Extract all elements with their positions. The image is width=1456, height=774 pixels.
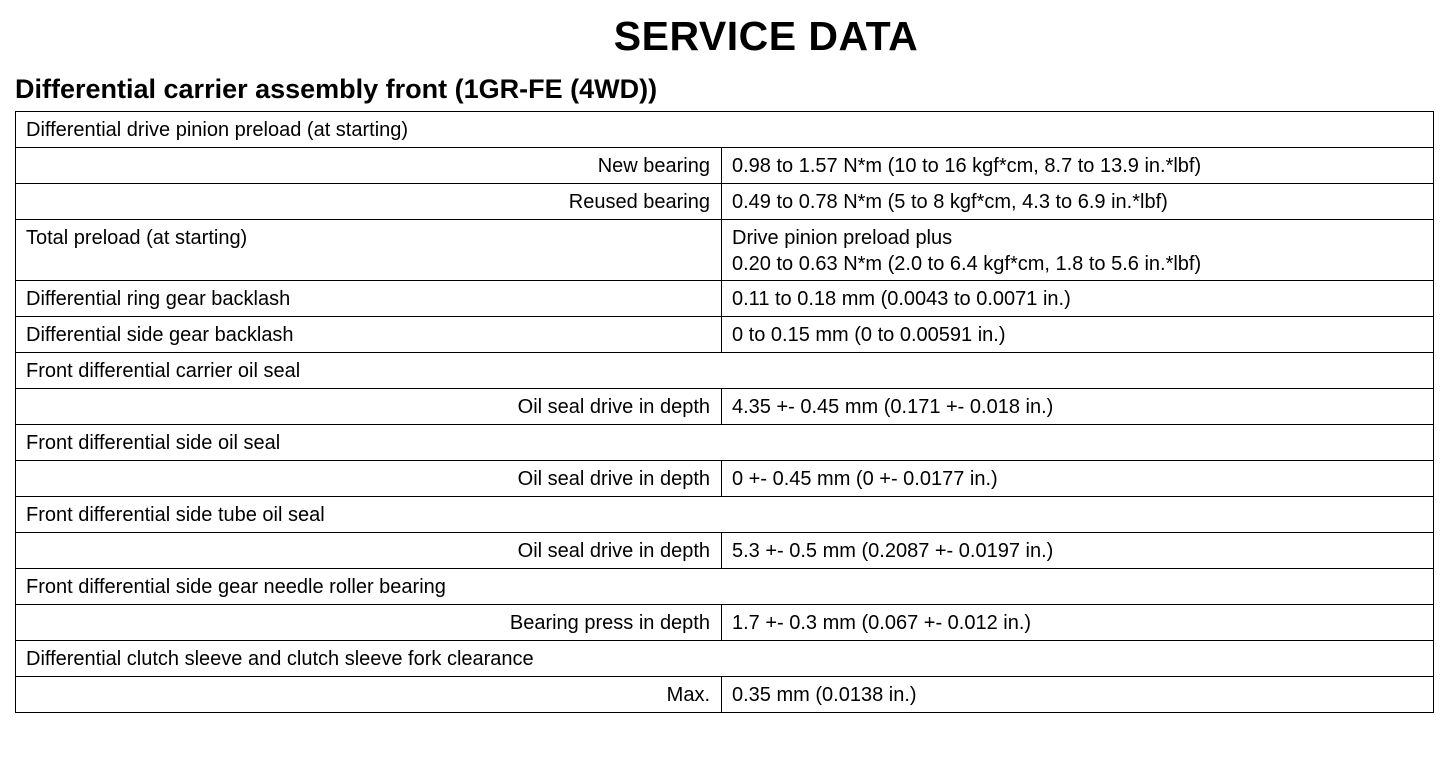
value-cell: 0.35 mm (0.0138 in.): [722, 677, 1434, 713]
value-cell: 0 to 0.15 mm (0 to 0.00591 in.): [722, 317, 1434, 353]
table-row: [16, 148, 1434, 184]
table-row: [16, 461, 1434, 497]
sub-label-cell: Bearing press in depth: [16, 605, 722, 641]
table-row: [16, 641, 1434, 677]
sub-label-cell: New bearing: [16, 148, 722, 184]
value-cell: 0.49 to 0.78 N*m (5 to 8 kgf*cm, 4.3 to 6.9 in.*lbf): [722, 184, 1434, 220]
value-cell: 0.11 to 0.18 mm (0.0043 to 0.0071 in.): [722, 281, 1434, 317]
value-cell: [722, 220, 1434, 281]
table-row: [16, 317, 1434, 353]
value-cell: 5.3 +- 0.5 mm (0.2087 +- 0.0197 in.): [722, 533, 1434, 569]
label-cell: Differential side gear backlash: [16, 317, 722, 353]
sub-label-cell: Max.: [16, 677, 722, 713]
sub-label-cell: Oil seal drive in depth: [16, 389, 722, 425]
value-cell: 4.35 +- 0.45 mm (0.171 +- 0.018 in.): [722, 389, 1434, 425]
value-line-2: 0.20 to 0.63 N*m (2.0 to 6.4 kgf*cm, 1.8 to 5.6 in.*lbf): [732, 253, 1202, 275]
value-cell: 0 +- 0.45 mm (0 +- 0.0177 in.): [722, 461, 1434, 497]
sub-label-cell: Oil seal drive in depth: [16, 461, 722, 497]
table-row: [16, 281, 1434, 317]
table-row: [16, 497, 1434, 533]
label-cell: Total preload (at starting): [16, 220, 722, 281]
table-row: [16, 389, 1434, 425]
sub-label-cell: Reused bearing: [16, 184, 722, 220]
page-title: SERVICE DATA: [613, 13, 919, 59]
table-row: [16, 569, 1434, 605]
table-row: [16, 220, 1434, 281]
group-header-cell: Differential drive pinion preload (at starting): [16, 112, 1434, 148]
table-row: [16, 677, 1434, 713]
value-cell: 0.98 to 1.57 N*m (10 to 16 kgf*cm, 8.7 to 13.9 in.*lbf): [722, 148, 1434, 184]
table-row: [16, 533, 1434, 569]
table-row: [16, 425, 1434, 461]
group-header-cell: Front differential side tube oil seal: [16, 497, 1434, 533]
table-row: [16, 353, 1434, 389]
group-header-cell: Front differential carrier oil seal: [16, 353, 1434, 389]
table-row: [16, 184, 1434, 220]
label-cell: Differential ring gear backlash: [16, 281, 722, 317]
group-header-cell: Front differential side oil seal: [16, 425, 1434, 461]
section-title: Differential carrier assembly front (1GR-FE (4WD)): [15, 74, 658, 104]
table-row: [16, 112, 1434, 148]
value-line-1: Drive pinion preload plus: [732, 227, 953, 249]
table-row: [16, 605, 1434, 641]
value-cell: 1.7 +- 0.3 mm (0.067 +- 0.012 in.): [722, 605, 1434, 641]
sub-label-cell: Oil seal drive in depth: [16, 533, 722, 569]
service-data-table: [15, 111, 1434, 713]
group-header-cell: Differential clutch sleeve and clutch sleeve fork clearance: [16, 641, 1434, 677]
group-header-cell: Front differential side gear needle roller bearing: [16, 569, 1434, 605]
